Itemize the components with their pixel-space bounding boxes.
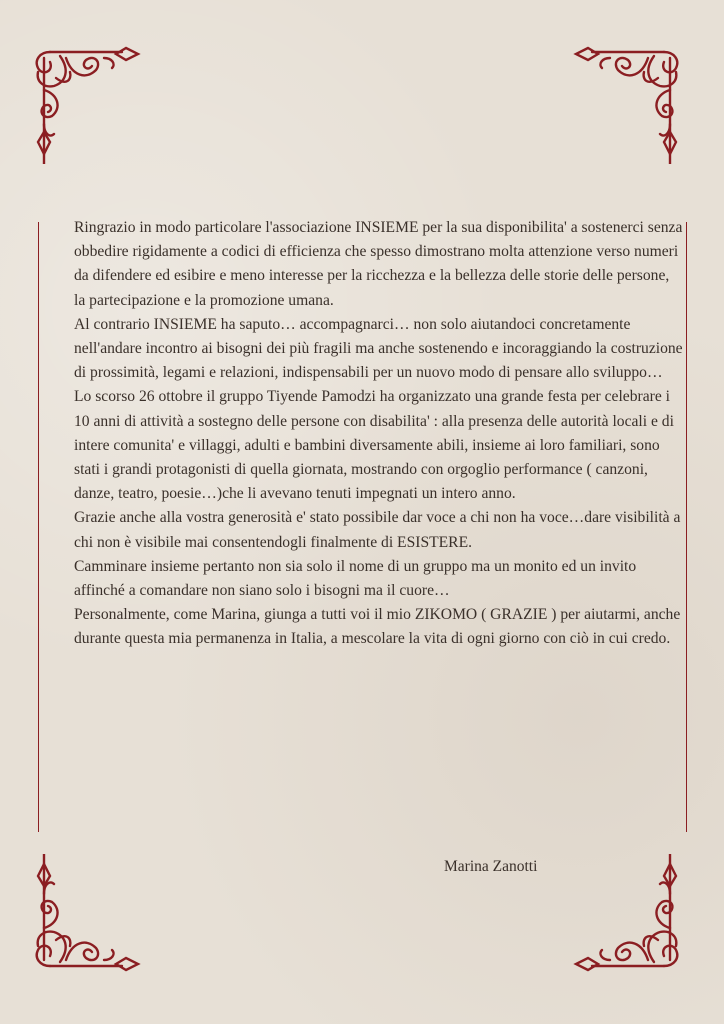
- ornamental-flourish-icon: [26, 46, 144, 164]
- ornamental-flourish-icon: [570, 854, 688, 972]
- ornamental-flourish-icon: [26, 854, 144, 972]
- letter-body: [74, 216, 684, 652]
- letter-paragraph: Ringrazio in modo particolare l'associazione INSIEME per la sua disponibilita' a sostenerci senza obbedire rigidamente a codici di efficienza che spesso dimostrano molta attenzione verso numeri da difendere ed esibire e meno interesse per la ricchezza e la bellezza delle storie delle persone, la partecipazione e la promozione umana.: [74, 219, 683, 309]
- signature: Marina Zanotti: [444, 858, 538, 875]
- ornamental-flourish-icon: [570, 46, 688, 164]
- letter-paragraph: Al contrario INSIEME ha saputo… accompagnarci… non solo aiutandoci concretamente nell'andare incontro ai bisogni dei più fragili ma anche sostenendo e incoraggiando la costruzione di prossimità, legami e relazioni, indispensabili per un nuovo modo di pensare allo sviluppo…: [74, 315, 683, 382]
- right-border-line: [686, 222, 687, 832]
- left-border-line: [38, 222, 39, 832]
- letter-paragraph: Lo scorso 26 ottobre il gruppo Tiyende Pamodzi ha organizzato una grande festa per celebrare i 10 anni di attività a sostegno delle persone con disabilita' : alla presenza delle autorità locali e di intere comunita' e villaggi, adulti e bambini diversamente abili, insieme ai loro familiari, sono stati i grandi protagonisti di quella giornata, mostrando con orgoglio performance ( canzoni, danze, teatro, poesie…)che li avevano tenuti impegnati un intero anno.: [74, 388, 674, 503]
- letter-paragraph: Camminare insieme pertanto non sia solo il nome di un gruppo ma un monito ed un invito affinché a comandare non siano solo i bisogni ma il cuore…: [74, 557, 637, 600]
- letter-paragraph: Personalmente, come Marina, giunga a tutti voi il mio ZIKOMO ( GRAZIE ) per aiutarmi, anche durante questa mia permanenza in Italia, a mescolare la vita di ogni giorno con ciò in cui credo.: [74, 606, 681, 648]
- letter-paragraph: Grazie anche alla vostra generosità e' stato possibile dar voce a chi non ha voce…dare visibilità a chi non è visibile mai consentendogli finalmente di ESISTERE.: [74, 509, 681, 551]
